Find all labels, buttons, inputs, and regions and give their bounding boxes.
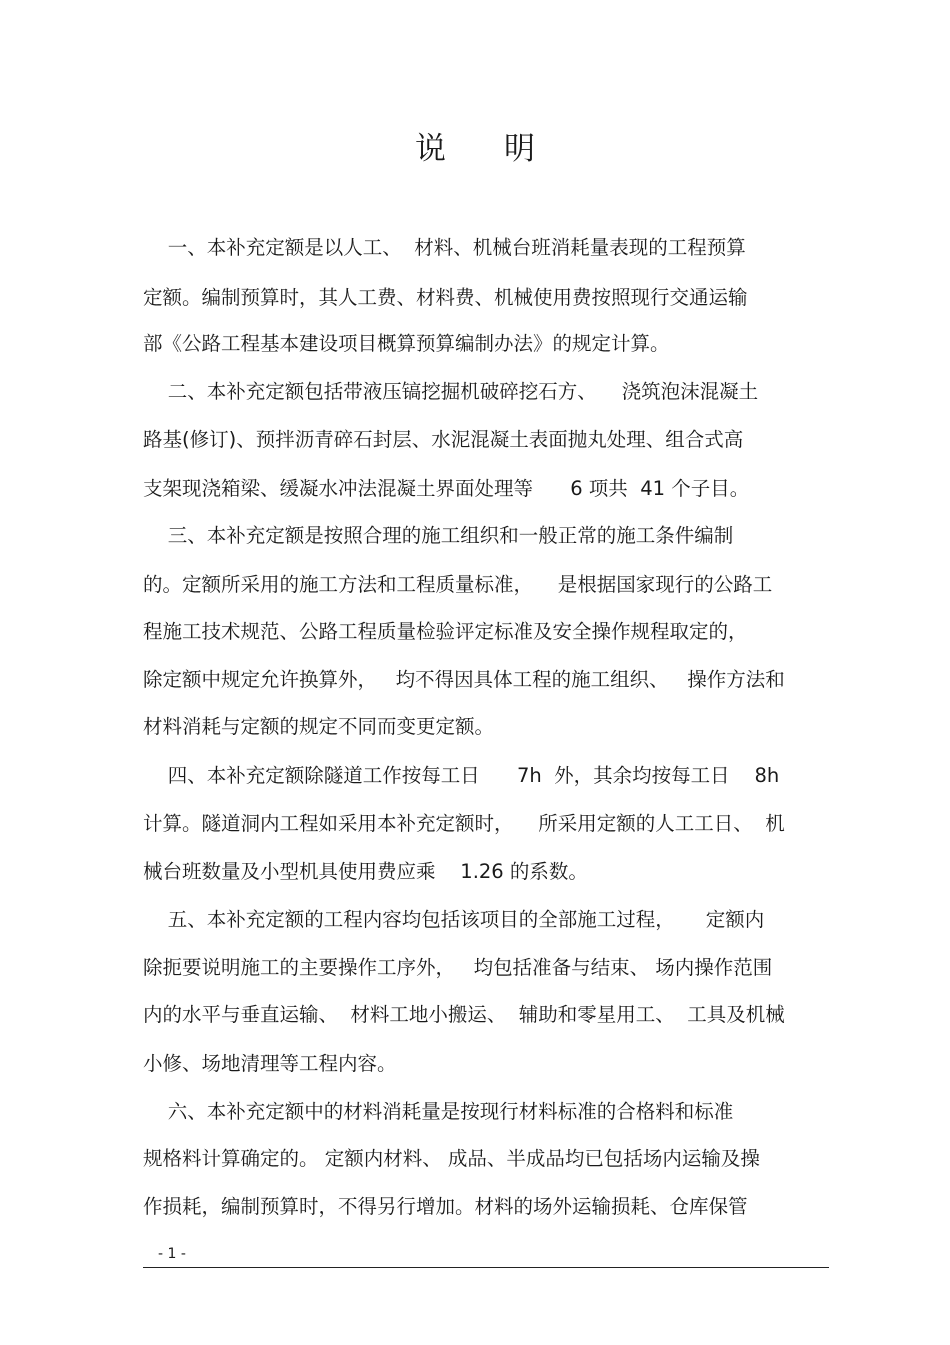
text-line: 程施工技术规范、公路工程质量检验评定标准及安全操作规程取定的， (143, 620, 748, 643)
text-line: 除扼要说明施工的主要操作工序外， 均包括准备与结束、 场内操作范围 (143, 956, 773, 979)
text-line: 路基(修订)、预拌沥青碎石封层、水泥混凝土表面抛丸处理、组合式高 (143, 428, 744, 451)
footer-divider (143, 1267, 829, 1268)
text-line: 部《公路工程基本建设项目概算预算编制办法》的规定计算。 (143, 332, 670, 355)
text-line: 支架现浇箱梁、缓凝水冲法混凝土界面处理等 6 项共 41 个子目。 (143, 477, 750, 500)
text-line: 械台班数量及小型机具使用费应乘 1.26 的系数。 (143, 860, 588, 883)
text-line: 计算。隧道洞内工程如采用本补充定额时， 所采用定额的人工工日、 机 (143, 812, 785, 835)
text-line: 除定额中规定允许换算外， 均不得因具体工程的施工组织、 操作方法和 (143, 668, 785, 691)
text-line: 的。定额所采用的施工方法和工程质量标准， 是根据国家现行的公路工 (143, 573, 773, 596)
text-line: 六、本补充定额中的材料消耗量是按现行材料标准的合格料和标准 (143, 1100, 734, 1123)
text-line: 二、本补充定额包括带液压镐挖掘机破碎挖石方、 浇筑泡沫混凝土 (143, 380, 759, 403)
text-line: 小修、场地清理等工程内容。 (143, 1052, 397, 1075)
text-line: 内的水平与垂直运输、 材料工地小搬运、 辅助和零星用工、 工具及机械 (143, 1003, 785, 1026)
text-line: 一、本补充定额是以人工、 材料、机械台班消耗量表现的工程预算 (143, 236, 746, 259)
text-line: 五、本补充定额的工程内容均包括该项目的全部施工过程， 定额内 (143, 908, 765, 931)
page-number: - 1 - (158, 1246, 186, 1262)
text-line: 四、本补充定额除隧道工作按每工日 7h 外，其余均按每工日 8h (143, 764, 780, 787)
text-line: 规格料计算确定的。 定额内材料、 成品、半成品均已包括场内运输及操 (143, 1147, 760, 1170)
text-line: 三、本补充定额是按照合理的施工组织和一般正常的施工条件编制 (143, 524, 734, 547)
text-line: 作损耗，编制预算时，不得另行增加。材料的场外运输损耗、仓库保管 (143, 1195, 748, 1218)
text-line: 定额。编制预算时，其人工费、材料费、机械使用费按照现行交通运输 (143, 286, 748, 309)
page-title: 说明 (415, 131, 593, 167)
text-line: 材料消耗与定额的规定不同而变更定额。 (143, 715, 495, 738)
